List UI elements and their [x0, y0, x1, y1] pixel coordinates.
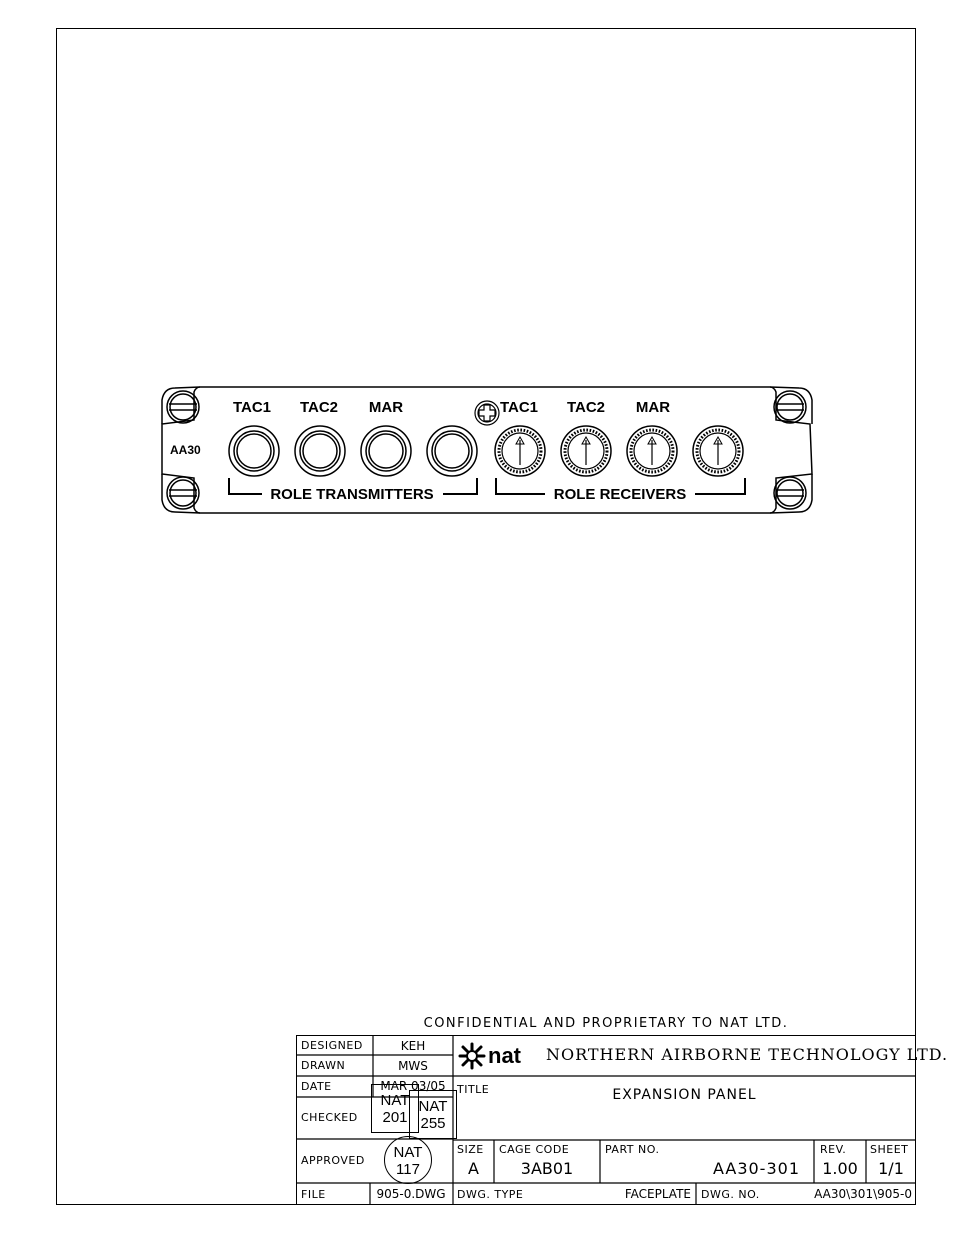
confidential-notice: CONFIDENTIAL AND PROPRIETARY TO NAT LTD.	[423, 1016, 789, 1031]
rev-label: REV.	[820, 1143, 847, 1156]
nat-logo	[458, 1040, 540, 1072]
inspection-stamp: NAT 201	[371, 1084, 419, 1133]
date-label: DATE	[301, 1080, 332, 1093]
checked-label: CHECKED	[301, 1111, 358, 1124]
file-label: FILE	[301, 1188, 326, 1201]
tx-label-tac1: TAC1	[232, 399, 272, 416]
size-value: A	[468, 1159, 479, 1178]
part-no-label: PART NO.	[605, 1143, 660, 1156]
cage-code-label: CAGE CODE	[499, 1143, 570, 1156]
tx-label-tac2: TAC2	[299, 399, 339, 416]
date-value: MAR 03/05	[380, 1079, 446, 1093]
rev-value: 1.00	[822, 1159, 858, 1178]
file-value: 905-0.DWG	[376, 1187, 446, 1201]
drawn-label: DRAWN	[301, 1059, 346, 1072]
cage-code-value: 3AB01	[520, 1159, 574, 1178]
model-label: AA30	[170, 443, 201, 457]
part-no-value: AA30-301	[712, 1159, 800, 1178]
approval-stamp: NAT 117	[384, 1136, 432, 1184]
tx-label-mar: MAR	[368, 399, 404, 416]
company-name: NORTHERN AIRBORNE TECHNOLOGY LTD.	[546, 1045, 949, 1064]
rx-label-tac2: TAC2	[566, 399, 606, 416]
dwg-no-label: DWG. NO.	[701, 1188, 760, 1201]
dwg-type-label: DWG. TYPE	[457, 1188, 524, 1201]
size-label: SIZE	[457, 1143, 484, 1156]
title-label: TITLE	[457, 1083, 490, 1096]
designed-label: DESIGNED	[301, 1039, 363, 1052]
designed-value: KEH	[400, 1039, 426, 1053]
sheet-value: 1/1	[878, 1159, 904, 1178]
logo-text: nat	[488, 1043, 521, 1068]
approved-label: APPROVED	[301, 1154, 365, 1167]
rx-label-mar: MAR	[635, 399, 671, 416]
drawn-value: MWS	[398, 1059, 428, 1073]
transmitters-group-label: ROLE TRANSMITTERS	[270, 486, 434, 503]
drawing-title: EXPANSION PANEL	[612, 1087, 757, 1103]
dwg-type-value: FACEPLATE	[624, 1187, 691, 1201]
sheet-label: SHEET	[870, 1143, 909, 1156]
receivers-group-label: ROLE RECEIVERS	[553, 486, 687, 503]
inspection-stamp: NAT 255	[409, 1090, 457, 1139]
dwg-no-value: AA30\301\905-0	[814, 1187, 912, 1201]
rx-label-tac1: TAC1	[499, 399, 539, 416]
